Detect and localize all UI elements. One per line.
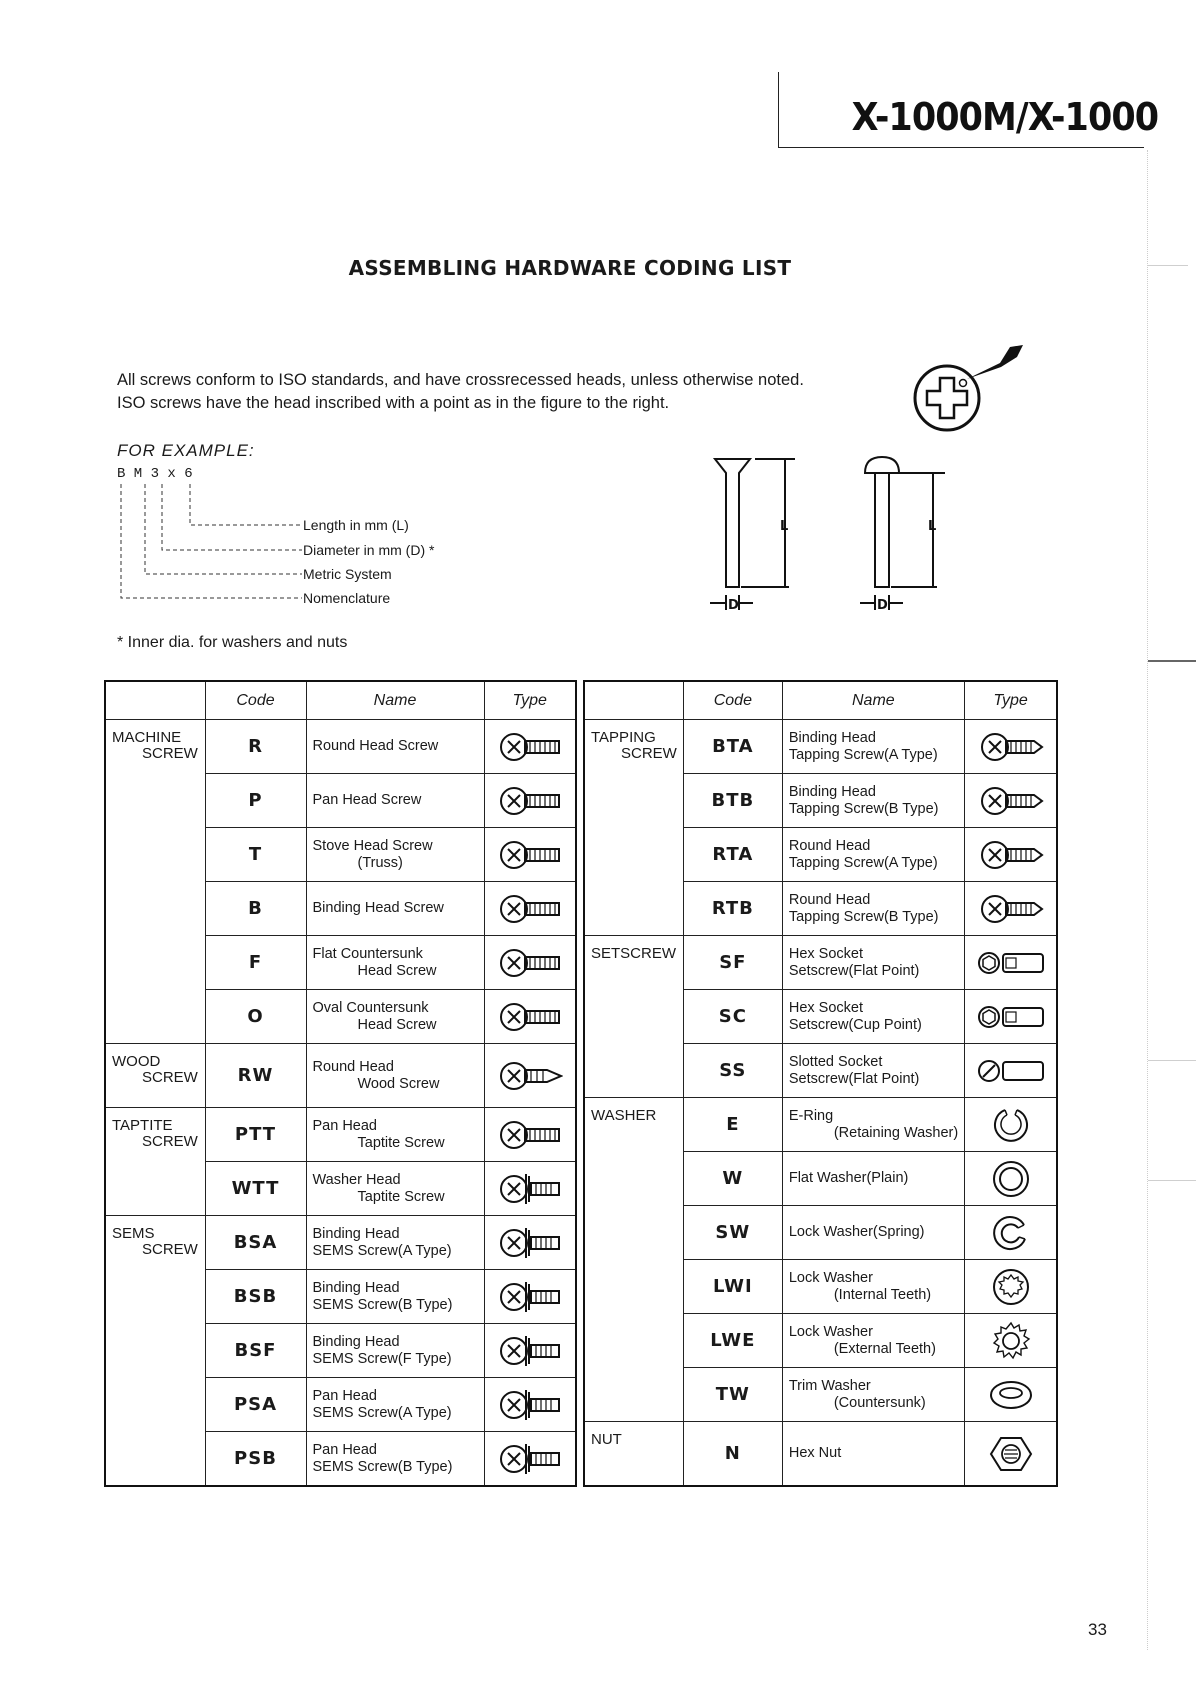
washer-head-taptite-icon — [497, 1180, 563, 1196]
name-line: SEMS Screw(B Type) — [312, 1296, 453, 1313]
name-cell — [306, 774, 484, 828]
code-cell: SW — [683, 1206, 782, 1260]
category-label: SCREW — [142, 745, 198, 762]
tapping-screw-icon — [978, 738, 1044, 754]
category-cell — [105, 1044, 205, 1108]
category-cell — [105, 1108, 205, 1216]
example-nomenclature: Nomenclature — [303, 590, 391, 606]
name-line: Binding Head Screw — [312, 900, 444, 916]
sems-screw-icon — [497, 1450, 563, 1466]
category-label: SCREW — [621, 745, 677, 762]
type-header: Type — [964, 681, 1057, 720]
name-cell — [782, 1314, 964, 1368]
name-cell — [306, 1162, 484, 1216]
category-cell — [584, 936, 683, 1098]
name-line: Pan Head — [312, 1117, 377, 1134]
code-cell: P — [205, 774, 306, 828]
wood-screw-icon — [497, 1067, 563, 1083]
name-cell — [306, 936, 484, 990]
category-label: SETSCREW — [591, 945, 677, 962]
code-cell: PSA — [205, 1378, 306, 1432]
type-cell — [484, 1270, 576, 1324]
name-line: (External Teeth) — [833, 1340, 936, 1357]
name-line: Tapping Screw(A Type) — [788, 854, 938, 871]
name-cell — [306, 1108, 484, 1162]
type-cell — [964, 1260, 1057, 1314]
type-cell — [964, 1098, 1057, 1152]
type-cell — [484, 774, 576, 828]
name-cell — [782, 1260, 964, 1314]
name-line: SEMS Screw(B Type) — [312, 1458, 453, 1475]
code-cell: LWI — [683, 1260, 782, 1314]
name-cell — [782, 1044, 964, 1098]
taptite-screw-icon — [497, 1126, 563, 1142]
name-line: Lock Washer(Spring) — [788, 1224, 925, 1240]
name-line: Hex Socket — [788, 945, 863, 962]
name-line: SEMS Screw(A Type) — [312, 1242, 452, 1259]
type-cell — [964, 828, 1057, 882]
name-cell — [306, 990, 484, 1044]
name-line: Trim Washer — [788, 1377, 871, 1394]
name-line: E-Ring — [788, 1107, 834, 1124]
table-row — [105, 720, 576, 774]
name-line: Slotted Socket — [788, 1053, 883, 1070]
name-header: Name — [782, 681, 964, 720]
category-cell — [584, 1422, 683, 1487]
type-cell — [484, 936, 576, 990]
stove-head-screw-icon — [497, 846, 563, 862]
dim-label-diameter: D — [728, 598, 739, 613]
code-cell: BSA — [205, 1216, 306, 1270]
type-cell — [964, 720, 1057, 774]
name-line: Setscrew(Flat Point) — [788, 1070, 920, 1087]
name-line: Pan Head — [312, 1387, 377, 1404]
name-line: (Retaining Washer) — [833, 1124, 959, 1141]
category-label: SEMS — [112, 1225, 155, 1242]
type-cell — [484, 882, 576, 936]
table-row — [584, 936, 1057, 990]
dim-label-length: L — [928, 519, 937, 534]
name-line: Flat Countersunk — [312, 945, 423, 962]
name-line: Stove Head Screw — [312, 837, 433, 854]
name-line: Hex Socket — [788, 999, 863, 1016]
margin-rule — [1147, 150, 1148, 1650]
type-cell — [484, 1044, 576, 1108]
dim-label-diameter: D — [877, 598, 888, 613]
name-line: Binding Head — [788, 783, 876, 800]
code-cell: BTA — [683, 720, 782, 774]
category-label: SCREW — [142, 1241, 198, 1258]
slotted-setscrew-icon — [975, 1062, 1047, 1078]
example-label: FOR EXAMPLE: — [117, 441, 255, 460]
sems-screw-icon — [497, 1396, 563, 1412]
name-line: (Internal Teeth) — [833, 1286, 932, 1303]
hex-nut-icon — [988, 1445, 1034, 1461]
name-line: Binding Head — [312, 1333, 400, 1350]
name-cell — [306, 882, 484, 936]
external-tooth-washer-icon — [991, 1332, 1031, 1348]
code-cell: TW — [683, 1368, 782, 1422]
margin-mark — [1148, 660, 1196, 662]
name-line: Head Screw — [357, 962, 437, 979]
example-leader-lines — [117, 484, 307, 604]
name-cell — [782, 1152, 964, 1206]
type-header: Type — [484, 681, 576, 720]
category-label: WASHER — [591, 1107, 657, 1124]
type-cell — [484, 1108, 576, 1162]
code-cell: PTT — [205, 1108, 306, 1162]
dimension-diagram — [705, 455, 945, 615]
name-cell — [782, 774, 964, 828]
type-cell — [964, 1368, 1057, 1422]
spring-washer-icon — [991, 1224, 1031, 1240]
sems-screw-icon — [497, 1234, 563, 1250]
category-label: MACHINE — [112, 729, 182, 746]
type-cell — [484, 1378, 576, 1432]
type-cell — [964, 936, 1057, 990]
name-line: Wood Screw — [357, 1075, 440, 1092]
code-header: Code — [683, 681, 782, 720]
type-cell — [964, 990, 1057, 1044]
iso-head-icon — [905, 335, 1030, 435]
e-ring-icon — [991, 1116, 1031, 1132]
category-header — [105, 681, 205, 720]
name-line: Pan Head Screw — [312, 792, 422, 808]
sems-screw-icon — [497, 1342, 563, 1358]
code-cell: SF — [683, 936, 782, 990]
round-head-screw-icon — [497, 738, 563, 754]
name-line: Taptite Screw — [357, 1134, 445, 1151]
code-cell: RTA — [683, 828, 782, 882]
name-line: Binding Head — [312, 1279, 400, 1296]
name-line: Taptite Screw — [357, 1188, 445, 1205]
type-cell — [484, 1432, 576, 1487]
name-cell — [306, 1270, 484, 1324]
margin-mark — [1148, 1180, 1196, 1181]
category-cell — [584, 1098, 683, 1422]
example-code: B M 3 x 6 — [117, 466, 193, 482]
code-cell: BTB — [683, 774, 782, 828]
table-row — [584, 1422, 1057, 1487]
type-cell — [964, 1152, 1057, 1206]
dim-label-length: L — [780, 519, 789, 534]
footnote: * Inner dia. for washers and nuts — [117, 634, 348, 651]
category-cell — [105, 720, 205, 1044]
table-row — [105, 1216, 576, 1270]
code-cell: RW — [205, 1044, 306, 1108]
name-cell — [782, 1422, 964, 1487]
name-line: Round Head — [312, 1058, 394, 1075]
name-line: Pan Head — [312, 1441, 377, 1458]
name-line: SEMS Screw(F Type) — [312, 1350, 452, 1367]
code-cell: E — [683, 1098, 782, 1152]
name-cell — [782, 1206, 964, 1260]
name-cell — [782, 990, 964, 1044]
name-line: SEMS Screw(A Type) — [312, 1404, 452, 1421]
name-header: Name — [306, 681, 484, 720]
code-cell: N — [683, 1422, 782, 1487]
category-label: SCREW — [142, 1069, 198, 1086]
type-cell — [964, 1206, 1057, 1260]
category-cell — [584, 720, 683, 936]
type-cell — [484, 720, 576, 774]
name-line: Setscrew(Cup Point) — [788, 1016, 922, 1033]
type-cell — [484, 828, 576, 882]
name-line: Lock Washer — [788, 1323, 873, 1340]
example-metric: Metric System — [303, 566, 392, 582]
name-cell — [306, 1378, 484, 1432]
name-line: Binding Head — [312, 1225, 400, 1242]
tapping-screw-icon — [978, 900, 1044, 916]
name-line: Washer Head — [312, 1171, 401, 1188]
category-cell — [105, 1216, 205, 1487]
page-title: ASSEMBLING HARDWARE CODING LIST — [348, 256, 792, 280]
type-cell — [484, 1324, 576, 1378]
name-cell — [306, 1216, 484, 1270]
code-cell: O — [205, 990, 306, 1044]
name-line: Lock Washer — [788, 1269, 873, 1286]
code-cell: RTB — [683, 882, 782, 936]
model-title: X-1000M/X-1000 — [851, 95, 1158, 139]
category-label: SCREW — [142, 1133, 198, 1150]
name-line: Hex Nut — [788, 1445, 842, 1461]
name-line: Setscrew(Flat Point) — [788, 962, 920, 979]
hardware-table-right — [583, 680, 1058, 1487]
name-line: Binding Head — [788, 729, 876, 746]
name-line: Round Head Screw — [312, 738, 439, 754]
category-header — [584, 681, 683, 720]
name-line: Tapping Screw(B Type) — [788, 800, 939, 817]
code-cell: R — [205, 720, 306, 774]
flat-countersunk-screw-icon — [497, 954, 563, 970]
intro-line: All screws conform to ISO standards, and have crossrecessed heads, unless otherwise noted. — [117, 371, 804, 389]
name-cell — [306, 1432, 484, 1487]
name-cell — [782, 828, 964, 882]
code-header: Code — [205, 681, 306, 720]
code-cell: PSB — [205, 1432, 306, 1487]
internal-tooth-washer-icon — [991, 1278, 1031, 1294]
table-row — [584, 1098, 1057, 1152]
name-line: (Truss) — [357, 854, 403, 871]
name-line: Oval Countersunk — [312, 999, 429, 1016]
type-cell — [964, 1422, 1057, 1487]
code-cell: W — [683, 1152, 782, 1206]
name-line: Tapping Screw(B Type) — [788, 908, 939, 925]
category-label: TAPPING — [591, 729, 656, 746]
name-cell — [782, 720, 964, 774]
binding-head-screw-icon — [497, 900, 563, 916]
name-cell — [306, 1324, 484, 1378]
name-line: (Countersunk) — [833, 1394, 926, 1411]
code-cell: SS — [683, 1044, 782, 1098]
name-cell — [306, 828, 484, 882]
category-label: NUT — [591, 1431, 622, 1448]
name-cell — [782, 1368, 964, 1422]
code-cell: BSF — [205, 1324, 306, 1378]
name-line: Head Screw — [357, 1016, 437, 1033]
hardware-table-left — [104, 680, 577, 1487]
margin-mark — [1148, 1060, 1196, 1061]
intro-text — [117, 369, 804, 415]
name-line: Round Head — [788, 891, 871, 908]
code-cell: BSB — [205, 1270, 306, 1324]
name-cell — [782, 882, 964, 936]
code-cell: LWE — [683, 1314, 782, 1368]
type-cell — [484, 990, 576, 1044]
hex-setscrew-icon — [975, 1008, 1047, 1024]
type-cell — [964, 1314, 1057, 1368]
pan-head-screw-icon — [497, 792, 563, 808]
code-cell: F — [205, 936, 306, 990]
sems-screw-icon — [497, 1288, 563, 1304]
code-cell: SC — [683, 990, 782, 1044]
type-cell — [964, 1044, 1057, 1098]
type-cell — [964, 774, 1057, 828]
hex-setscrew-icon — [975, 954, 1047, 970]
type-cell — [484, 1162, 576, 1216]
name-cell — [306, 1044, 484, 1108]
type-cell — [964, 882, 1057, 936]
name-cell — [782, 1098, 964, 1152]
type-cell — [484, 1216, 576, 1270]
tapping-screw-icon — [978, 846, 1044, 862]
category-label: WOOD — [112, 1053, 161, 1070]
example-diameter: Diameter in mm (D) * — [303, 542, 435, 558]
trim-washer-icon — [988, 1386, 1034, 1402]
code-cell: B — [205, 882, 306, 936]
code-cell: WTT — [205, 1162, 306, 1216]
tapping-screw-icon — [978, 792, 1044, 808]
example-length: Length in mm (L) — [303, 517, 409, 533]
table-row — [105, 1108, 576, 1162]
margin-mark — [1148, 265, 1188, 266]
name-line: Tapping Screw(A Type) — [788, 746, 938, 763]
page-number: 33 — [1088, 1620, 1107, 1639]
name-line: Round Head — [788, 837, 871, 854]
table-row — [584, 720, 1057, 774]
intro-line: ISO screws have the head inscribed with a point as in the figure to the right. — [117, 394, 670, 412]
code-cell: T — [205, 828, 306, 882]
name-cell — [306, 720, 484, 774]
table-row — [105, 1044, 576, 1108]
name-cell — [782, 936, 964, 990]
name-line: Flat Washer(Plain) — [788, 1170, 909, 1186]
category-label: TAPTITE — [112, 1117, 173, 1134]
flat-washer-icon — [991, 1170, 1031, 1186]
oval-countersunk-screw-icon — [497, 1008, 563, 1024]
